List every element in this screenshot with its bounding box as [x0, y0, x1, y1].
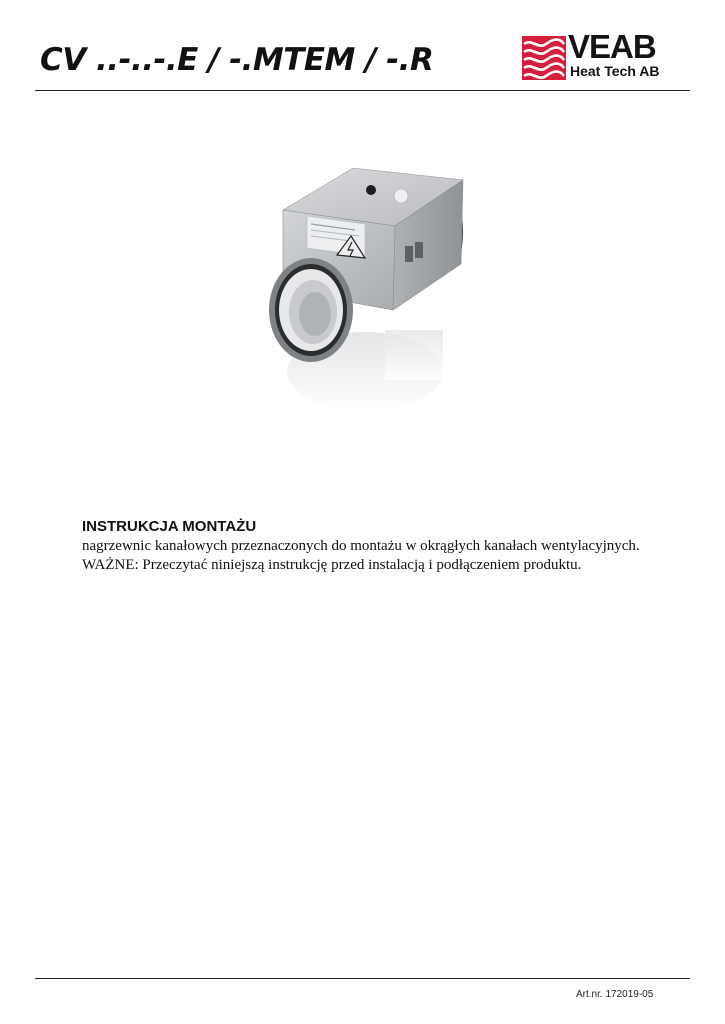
- logo-wave-icon: [522, 36, 566, 80]
- article-number: Art.nr. 172019-05: [576, 989, 654, 1000]
- document-title: CV ..-..-.E / -.MTEM / -.R: [40, 42, 434, 78]
- footer-divider: [35, 978, 690, 979]
- instruction-heading: INSTRUKCJA MONTAŻU: [82, 518, 257, 535]
- duct-heater-image: [255, 150, 475, 420]
- description-text: nagrzewnic kanałowych przeznaczonych do montażu w okrągłych kanałach wentylacyjnych.: [82, 538, 640, 554]
- header-divider: [35, 90, 690, 91]
- logo-subtitle: Heat Tech AB: [570, 63, 660, 79]
- logo-brand-text: VEAB: [568, 28, 656, 65]
- veab-logo: [522, 28, 682, 80]
- warning-text: WAŻNE: Przeczytać niniejszą instrukcję przed instalacją i podłączeniem produktu.: [82, 557, 582, 573]
